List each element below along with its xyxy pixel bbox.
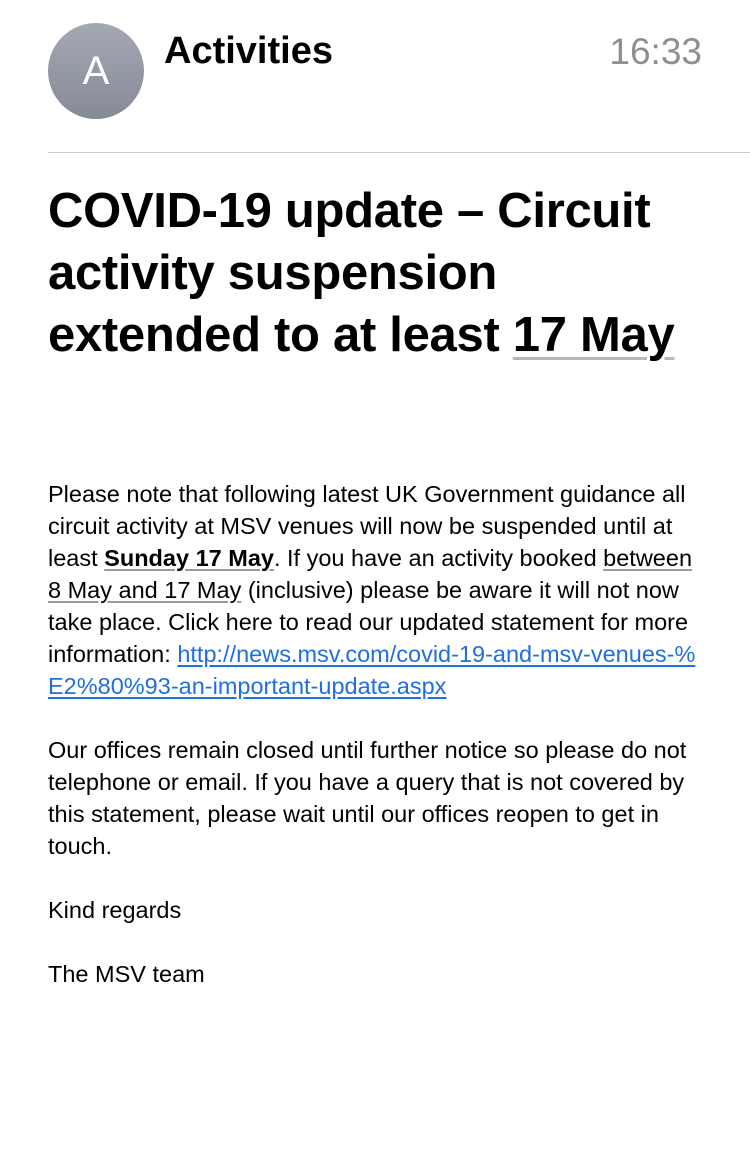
message-body <box>48 478 708 1022</box>
header-divider <box>48 152 750 153</box>
p1-text-2: . If you have an activity booked <box>273 545 604 571</box>
signature-text: The MSV team <box>48 961 205 987</box>
message-subject <box>48 180 708 366</box>
message-header <box>0 0 750 153</box>
sender-avatar[interactable] <box>48 23 144 119</box>
closing-text: Kind regards <box>48 897 182 923</box>
body-paragraph-1 <box>48 478 708 702</box>
p1-bold-date: Sunday 17 May <box>104 545 274 571</box>
p1-date-range-link[interactable]: between 8 May and 17 May <box>48 545 693 603</box>
message-time: 16:33 <box>609 31 702 72</box>
p1-text-3: (inclusive) please be aware it will not now take place. Click here to read our updated statement for more information: <box>48 577 689 667</box>
avatar-initial: A <box>82 49 110 93</box>
body-paragraph-2: Our offices remain closed until further notice so please do not telephone or email. If you have a query that is not covered by this statement, please wait until our offices reopen to get in touch. <box>48 737 687 859</box>
p1-text-1: Please note that following latest UK Government guidance all circuit activity at MSV venues will now be suspended until at least <box>48 481 686 571</box>
subject-date-link[interactable]: 17 May <box>512 308 675 362</box>
p1-bold-date-link[interactable] <box>104 545 274 571</box>
subject-text: COVID-19 update – Circuit activity suspension extended to at least <box>48 184 651 362</box>
sender-name[interactable]: Activities <box>164 30 333 72</box>
statement-url-link[interactable]: http://news.msv.com/covid-19-and-msv-venues-%E2%80%93-an-important-update.aspx <box>48 641 696 699</box>
